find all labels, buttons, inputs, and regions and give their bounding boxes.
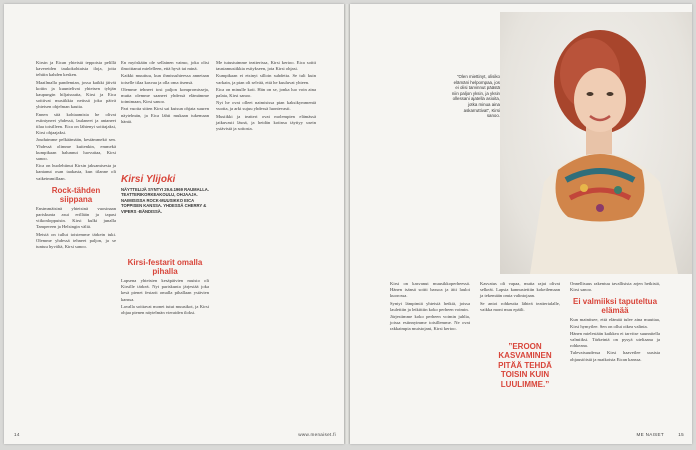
paragraph: Ennen sitä kohtaamista he olivat esiintyneet yhdessä, laulaneet ja antaneet tilaa toisilleen. Eica on lähtenyt soittajaksi, Kirsi ohjaajaksi. [36,111,116,136]
paragraph: Nyt he ovat olleet naimisissa pian kaksikymmentä vuotta, ja arki sujuu yhdessä luontevasti. [216,100,316,112]
right-column-3 [570,281,660,364]
paragraph: Pari vuotta sitten Kirsi sai kutsun ohjata suuren näytelmän, ja Eica lähti mukaan tukemaan häntä. [121,106,209,124]
paragraph: Musiikki ja teatteri ovat molempien elämässä jatkuvasti läsnä, ja heidän kotinsa täyttyy usein ystävistä ja soitosta. [216,113,316,132]
paragraph: Lapsena yhteisten kesäpäivien muisto oli Kirsille tärkeä. Nyt pariskunta järjestää joka kesä pienet festarit omalla pihallaan ystävien kanssa. [121,278,209,302]
left-column-2-lower [121,254,209,317]
portrait-photo [500,12,692,274]
paragraph: Kasvatus oli vapaa, mutta rajat olivat selkeät. Lapsia kannustettiin kokeilemaan ja tekemään omia valintojaan. [480,281,560,299]
paragraph: Kirsi on kasvanut muusikkoperheessä. Hänen isänsä soitti bassoa ja äiti lauloi kuorossa. [390,281,470,299]
paragraph: Se antoi rohkeutta lähteä teatterialalle, vaikka moni muu epäili. [480,300,560,312]
paragraph: Kun mainitsee, että elämää tulee aina muuttaa, Kirsi hymyilee. Sen on ollut oikea valinta. [570,317,660,329]
paragraph: Tulevaisuudessa Kirsi haaveilee uusista ohjaustöistä ja matkoista Eican kanssa. [570,350,660,362]
paragraph: Syntyi lämpimiä yhteisiä hetkiä, joissa laulettiin ja leikittiin koko perheen voimin. [390,300,470,312]
section-heading: Rock-tähden siippana [51,185,101,204]
paragraph: Eica on huolehtinut Kirsin jaksamisesta ja kantanut osan taakasta, kun tilanne oli vaikeimmillaan. [36,163,116,181]
page-number-left: 14 [14,432,20,437]
magazine-brand: ME NAISET [636,432,664,437]
paragraph: Kaikki muuttuu, kun ihmissuhteessa annetaan toiselle tilaa kasvaa ja olla oma itsensä. [121,73,209,85]
profile-description: NÄYTTELIJÄ SYNTYI 29.6.1969 RAUMALLA. TEATTERIKORKEAKOULU, OHJAAJA. NAIMISISSA ROCK-MUUSIKKO EICA TOPPISEN KANSSA. YHDESSÄ CHERRY & VIPERS -BÄNDISSÄ. [121,187,209,214]
right-column-1 [390,281,470,334]
page-number-right: 15 [678,432,684,437]
section-heading: Ei valmiiksi taputeltua elämää [572,297,658,316]
paragraph: En myöskään ole sellainen vaimo, joka olisi ilmoittanut mielelleen, että hyvä tai minä. [121,60,209,72]
left-column-1 [36,60,116,251]
paragraph: Olemme tehneet tosi paljon kompromisseja, mutta olemme saaneet yhdessä elämämme toimimaan, Kirsi sanoo. [121,86,209,105]
left-column-3 [216,60,316,133]
paragraph: Kumpikaan ei etsinyt silloin suhdetta. Se tuli kuin varkain, ja pian oli selvää, että he kuuluvat yhteen. [216,73,316,85]
paragraph: Onnellisuus rakentuu tavallisista arjen hetkistä, Kirsi sanoo. [570,281,660,293]
paragraph: Hänen mielestään kaikkea ei tarvitse suunnitella valmiiksi. Tärkeintä on pysyä uteliaana ja rohkeana. [570,330,660,349]
section-heading: Kirsi-festarit omalla pihalla [127,258,203,276]
paragraph: Jouduimme pelkäämään, kestämmekö sen. Yhdessä olimme kuitenkin, emmekä kumpikaan halunnut luovuttaa, Kirsi sanoo. [36,137,116,162]
left-page [4,4,344,444]
left-column-2 [121,60,209,126]
paragraph: Meistä on tullut toistemme tärkein tuki. Olemme yhdessä tehneet paljon, ja se tuntuu hyvältä, Kirsi sanoo. [36,231,116,250]
right-page [350,4,692,444]
photo-caption: ”Olen miettinyt, olisiko elämäni helpompaa, jos ei olisi tarvinnut päästä niin paljon yksin, ja yksin ollessani ajatella asioita, jotka minua aina askarruttivat”, Kirsi sanoo. [451,74,500,119]
profile-name: Kirsi Ylijoki [121,174,176,185]
paragraph: Maailmalla pandemian, jossa kaikki jäivät kotiin ja kuuntelivat yhteisen tyhjän kaupungin hiljaisuutta, Kirsi ja Eica soittivat musiikkia netissä joka päivä yhteisen ohjelman kautta. [36,79,116,110]
paragraph: Kirsin ja Eican yhteistä teppoisia pelillä kavereiden taukokohtaisia iloja, joita tehtiin kahden kesken. [36,60,116,78]
paragraph: Eica on minulle koti. Hän on se, jonka luo voin aina palata, Kirsi sanoo. [216,86,316,99]
paragraph: Järjestimme koko perheen voimin juhlia, joissa esiinnyimme toisillemme. Ne ovat rakkaimpia muistojani, Kirsi kertoo. [390,314,470,332]
profile-box [121,174,209,214]
right-column-2 [480,281,560,314]
website-url: www.menaiset.fi [298,432,336,437]
pull-quote: ”EROON KASVAMINEN PITÄÄ TEHDÄ TOISIN KUIN LUULIMME.” [498,342,552,389]
paragraph: Me tutustuimme teatterissa, Kirsi kertoo. Eica soitti taustamusiikkia esitykseen, jota Kirsi ohjasi. [216,60,316,72]
portrait-illustration [500,12,692,274]
paragraph: Ensimmäisinä yhteisinä vuosinaan pariskunta asui erillään ja tapasi viikonloppuisin. Kirsi kulki junalla Tampereen ja Helsingin väliä. [36,205,116,230]
paragraph: Lavalla soittavat monet tutut muusikot, ja Kirsi ohjaa pienen näytelmän vieraiden iloksi. [121,303,209,316]
